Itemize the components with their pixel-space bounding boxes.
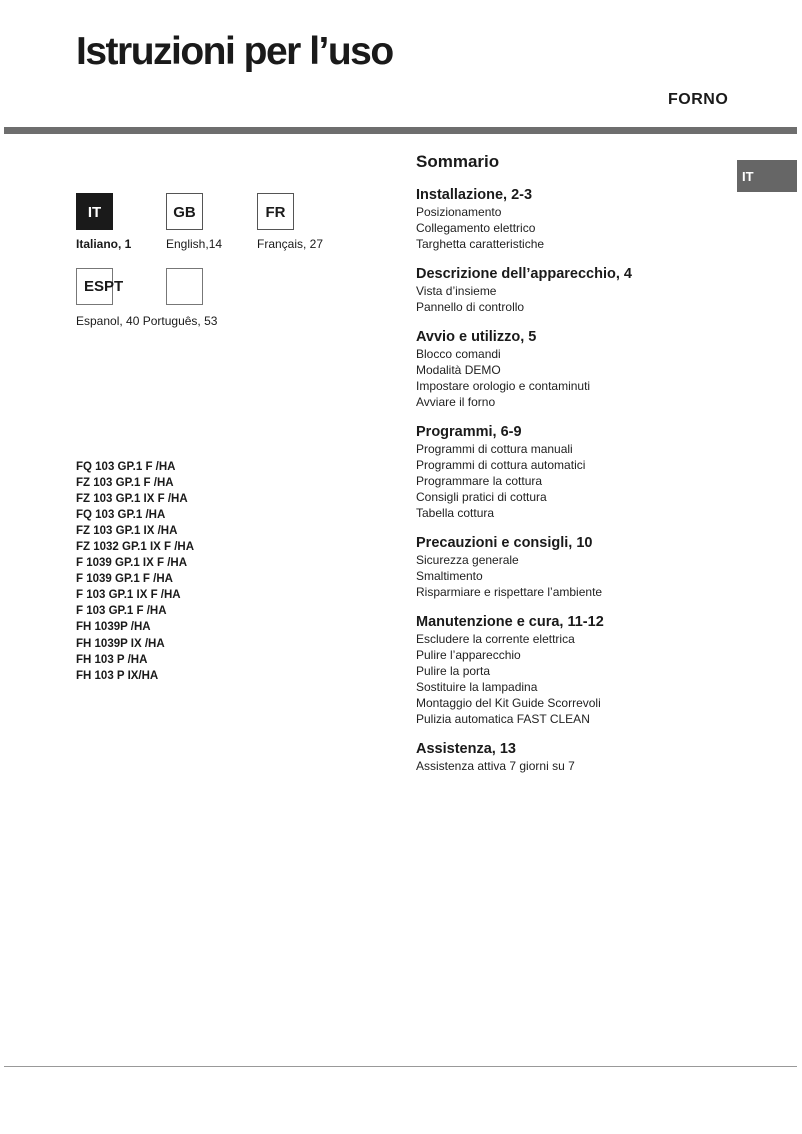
- toc-heading: Descrizione dell’apparecchio, 4: [416, 266, 632, 282]
- toc-item: Blocco comandi: [416, 347, 501, 361]
- toc-item: Posizionamento: [416, 205, 502, 219]
- toc-item: Pulire l’apparecchio: [416, 648, 521, 662]
- lang-box-it: IT: [76, 193, 113, 230]
- toc-section: [416, 740, 736, 774]
- toc-item: Smaltimento: [416, 569, 483, 583]
- lang-box-pt: [166, 268, 203, 305]
- lang-label-espt: Espanol, 40 Português, 53: [76, 314, 218, 328]
- model-item: F 103 GP.1 F /HA: [76, 605, 167, 618]
- model-item: FZ 103 GP.1 IX F /HA: [76, 493, 188, 506]
- lang-box-gb: GB: [166, 193, 203, 230]
- toc-section: [416, 534, 736, 600]
- toc-heading: Avvio e utilizzo, 5: [416, 329, 537, 345]
- toc-item: Sicurezza generale: [416, 553, 519, 567]
- toc-section: [416, 265, 736, 315]
- toc-section: [416, 328, 736, 410]
- toc-heading: Assistenza, 13: [416, 741, 516, 757]
- table-of-contents: [416, 151, 736, 787]
- toc-item: Assistenza attiva 7 giorni su 7: [416, 759, 575, 773]
- model-item: FH 103 P IX/HA: [76, 669, 159, 682]
- lang-box-fr: FR: [257, 193, 294, 230]
- toc-section: [416, 423, 736, 521]
- toc-heading: Programmi, 6-9: [416, 424, 522, 440]
- toc-item: Pulizia automatica FAST CLEAN: [416, 712, 590, 726]
- footer-divider: [4, 1066, 797, 1067]
- toc-item: Vista d’insieme: [416, 284, 497, 298]
- toc-item: Montaggio del Kit Guide Scorrevoli: [416, 696, 601, 710]
- toc-section: [416, 186, 736, 252]
- toc-item: Sostituire la lampadina: [416, 680, 538, 694]
- model-item: FZ 1032 GP.1 IX F /HA: [76, 541, 195, 554]
- toc-item: Tabella cottura: [416, 506, 495, 520]
- model-item: FZ 103 GP.1 F /HA: [76, 477, 174, 490]
- model-item: F 1039 GP.1 F /HA: [76, 573, 173, 586]
- toc-heading: Precauzioni e consigli, 10: [416, 535, 593, 551]
- model-item: F 1039 GP.1 IX F /HA: [76, 557, 188, 570]
- header-divider: [4, 127, 797, 134]
- model-list: [76, 459, 194, 684]
- model-item: F 103 GP.1 IX F /HA: [76, 589, 181, 602]
- toc-item: Modalità DEMO: [416, 363, 501, 377]
- toc-item: Avviare il forno: [416, 395, 496, 409]
- model-item: FQ 103 GP.1 F /HA: [76, 461, 176, 473]
- toc-item: Pulire la porta: [416, 664, 491, 678]
- toc-item: Programmi di cottura manuali: [416, 442, 573, 456]
- toc-heading: Installazione, 2-3: [416, 187, 533, 203]
- toc-item: Risparmiare e rispettare l’ambiente: [416, 585, 603, 599]
- toc-item: Programmi di cottura automatici: [416, 458, 586, 472]
- model-item: FQ 103 GP.1 /HA: [76, 509, 166, 522]
- toc-section: [416, 613, 736, 727]
- model-item: FH 1039P IX /HA: [76, 637, 165, 650]
- toc-title: Sommario: [416, 152, 500, 171]
- model-item: FH 103 P /HA: [76, 653, 148, 666]
- toc-item: Escludere la corrente elettrica: [416, 632, 575, 646]
- toc-item: Pannello di controllo: [416, 300, 525, 314]
- toc-item: Programmare la cottura: [416, 474, 543, 488]
- model-item: FZ 103 GP.1 IX /HA: [76, 525, 178, 538]
- toc-item: Consigli pratici di cottura: [416, 490, 547, 504]
- document-title: Istruzioni per l’uso: [76, 30, 393, 73]
- toc-item: Impostare orologio e contaminuti: [416, 379, 591, 393]
- lang-label-it: Italiano, 1: [76, 237, 132, 251]
- lang-label-fr: Français, 27: [257, 237, 324, 251]
- language-tab-it: IT: [737, 160, 797, 192]
- lang-code-espt: ESPT: [84, 278, 124, 295]
- toc-item: Collegamento elettrico: [416, 221, 536, 235]
- lang-label-gb: English,14: [166, 237, 223, 251]
- toc-heading: Manutenzione e cura, 11-12: [416, 614, 604, 630]
- model-item: FH 1039P /HA: [76, 621, 151, 634]
- toc-item: Targhetta caratteristiche: [416, 237, 545, 251]
- product-type: FORNO: [668, 91, 729, 108]
